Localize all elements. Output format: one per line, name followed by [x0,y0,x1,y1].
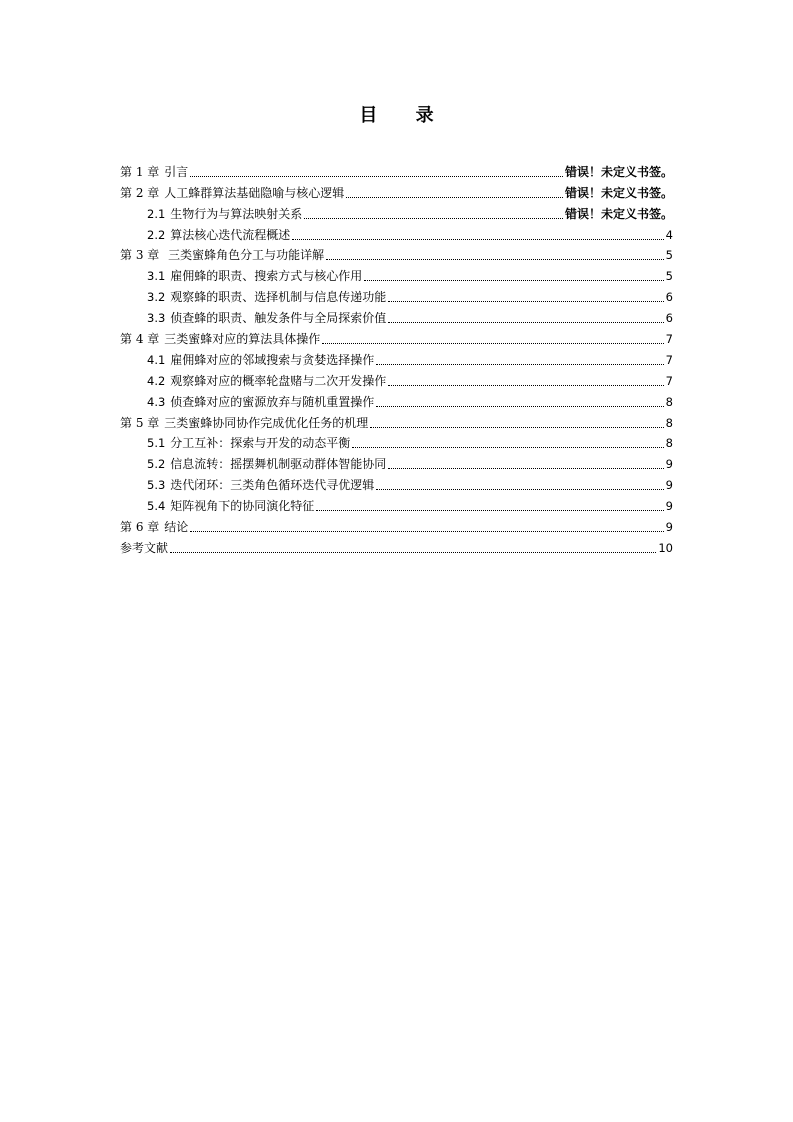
toc-entry-number: 第 1 章 [120,164,160,179]
toc-entry[interactable] [120,284,673,305]
toc-entry-page: 4 [665,227,673,242]
toc-entry-page: 6 [665,290,673,305]
toc-dot-leader [388,385,663,386]
toc-entry-number: 4.3 [147,394,166,409]
toc-entry-page: 9 [665,478,673,493]
toc-entry-page: 8 [665,436,673,451]
toc-entry-label [147,477,374,493]
toc-entry-label [120,540,168,556]
toc-entry-page: 7 [665,373,673,388]
toc-entry-label [120,164,188,180]
toc-entry-number: 第 5 章 [120,415,160,430]
toc-entry[interactable] [120,410,673,431]
toc-entry-number: 4.1 [147,352,166,367]
toc-entry-label [147,456,386,472]
toc-entry-label [120,331,320,347]
toc-entry-label [147,289,386,305]
toc-entry-number: 4.2 [147,373,166,388]
toc-dot-leader [388,468,663,469]
toc-entry-label [147,373,386,389]
toc-dot-leader [370,427,663,428]
toc-entry-number: 5.4 [147,499,166,514]
toc-entry-number: 3.3 [147,311,166,326]
toc-entry-title: 矩阵视角下的协同演化特征 [170,499,315,514]
toc-entry[interactable] [120,347,673,368]
toc-entry[interactable] [120,180,673,201]
toc-dot-leader [190,531,663,532]
toc-entry[interactable] [120,451,673,472]
toc-entry-title: 分工互补：探索与开发的动态平衡 [170,436,351,451]
toc-entry-error: 错误！未定义书签。 [564,164,673,179]
toc-dot-leader [388,322,663,323]
toc-entry-page: 8 [665,394,673,409]
toc-entry-title: 三类蜜蜂协同协作完成优化任务的机理 [164,415,369,430]
toc-entry-title: 人工蜂群算法基础隐喻与核心逻辑 [164,185,345,200]
toc-entry[interactable] [120,472,673,493]
toc-entry-title: 雇佣蜂的职责、搜索方式与核心作用 [170,269,363,284]
toc-entry[interactable] [120,389,673,410]
toc-entry-page: 7 [665,352,673,367]
toc-entry-number: 5.1 [147,436,166,451]
toc-dot-leader [352,447,663,448]
toc-entry-number: 2.1 [147,206,166,221]
toc-entry-error: 错误！未定义书签。 [564,185,673,200]
toc-dot-leader [322,343,663,344]
toc-entry-page: 7 [665,332,673,347]
toc-entry[interactable] [120,305,673,326]
toc-entry-page: 9 [665,520,673,535]
toc-entry-label [147,352,374,368]
toc-dot-leader [292,239,663,240]
toc-entry-title: 信息流转：摇摆舞机制驱动群体智能协同 [170,457,387,472]
toc-entry-error: 错误！未定义书签。 [564,206,673,221]
toc-dot-leader [388,301,663,302]
toc-dot-leader [304,218,563,219]
toc-entry[interactable] [120,201,673,222]
toc-entry-label [120,519,188,535]
toc-entry-number: 第 3 章 [120,248,160,263]
toc-entry-number: 第 2 章 [120,185,160,200]
toc-entry-number: 第 6 章 [120,520,160,535]
toc-entry-label [120,415,368,431]
toc-entry-title: 三类蜜蜂角色分工与功能详解 [164,248,325,263]
toc-entry[interactable] [120,222,673,243]
toc-dot-leader [364,280,663,281]
toc-entry-number: 2.2 [147,227,166,242]
toc-entry-title: 侦查蜂的职责、触发条件与全局探索价值 [170,311,387,326]
toc-entry-label [147,227,290,243]
toc-title: 目 录 [359,105,450,126]
toc-entry-label [147,498,314,514]
toc-entry-label [147,310,386,326]
toc-dot-leader [316,510,663,511]
toc-entry-title: 雇佣蜂对应的邻域搜索与贪婪选择操作 [170,352,375,367]
toc-entry[interactable] [120,159,673,180]
toc-entry[interactable] [120,535,673,556]
toc-entry-title: 三类蜜蜂对应的算法具体操作 [164,332,321,347]
toc-dot-leader [376,364,663,365]
toc-entry-page: 9 [665,499,673,514]
toc-entry[interactable] [120,431,673,452]
toc-entry-title: 参考文献 [120,540,169,555]
toc-entry-title: 算法核心迭代流程概述 [170,227,291,242]
toc-dot-leader [346,197,563,198]
toc-entry-label [147,394,374,410]
toc-entry-page: 9 [665,457,673,472]
toc-entry-label [147,435,350,451]
toc-entry-number: 3.1 [147,269,166,284]
toc-entry[interactable] [120,514,673,535]
toc-entry-number: 5.2 [147,457,166,472]
toc-entry-title: 引言 [164,164,189,179]
toc-entry-label [120,185,344,201]
toc-dot-leader [170,552,656,553]
toc-entry-title: 观察蜂的职责、选择机制与信息传递功能 [170,290,387,305]
toc-entry-page: 6 [665,311,673,326]
toc-entry[interactable] [120,263,673,284]
toc-entry[interactable] [120,326,673,347]
toc-entry-number: 第 4 章 [120,332,160,347]
table-of-contents [120,159,673,556]
toc-entry-label [147,268,362,284]
toc-entry-title: 结论 [164,520,189,535]
toc-entry-page: 10 [658,540,673,555]
toc-entry-title: 生物行为与算法映射关系 [170,206,303,221]
toc-entry-title: 侦查蜂对应的蜜源放弃与随机重置操作 [170,394,375,409]
toc-entry-page: 5 [665,269,673,284]
toc-entry-title: 观察蜂对应的概率轮盘赌与二次开发操作 [170,373,387,388]
toc-entry[interactable] [120,493,673,514]
toc-entry-page: 8 [665,415,673,430]
toc-entry-number: 3.2 [147,290,166,305]
toc-dot-leader [326,259,664,260]
toc-dot-leader [190,176,563,177]
toc-entry-page: 5 [665,248,673,263]
toc-entry-label [120,247,324,263]
toc-entry-number: 5.3 [147,478,166,493]
toc-entry[interactable] [120,368,673,389]
toc-dot-leader [376,406,663,407]
toc-entry[interactable] [120,243,673,264]
toc-dot-leader [376,489,663,490]
toc-entry-label [147,206,302,222]
toc-entry-title: 迭代闭环：三类角色循环迭代寻优逻辑 [170,478,375,493]
